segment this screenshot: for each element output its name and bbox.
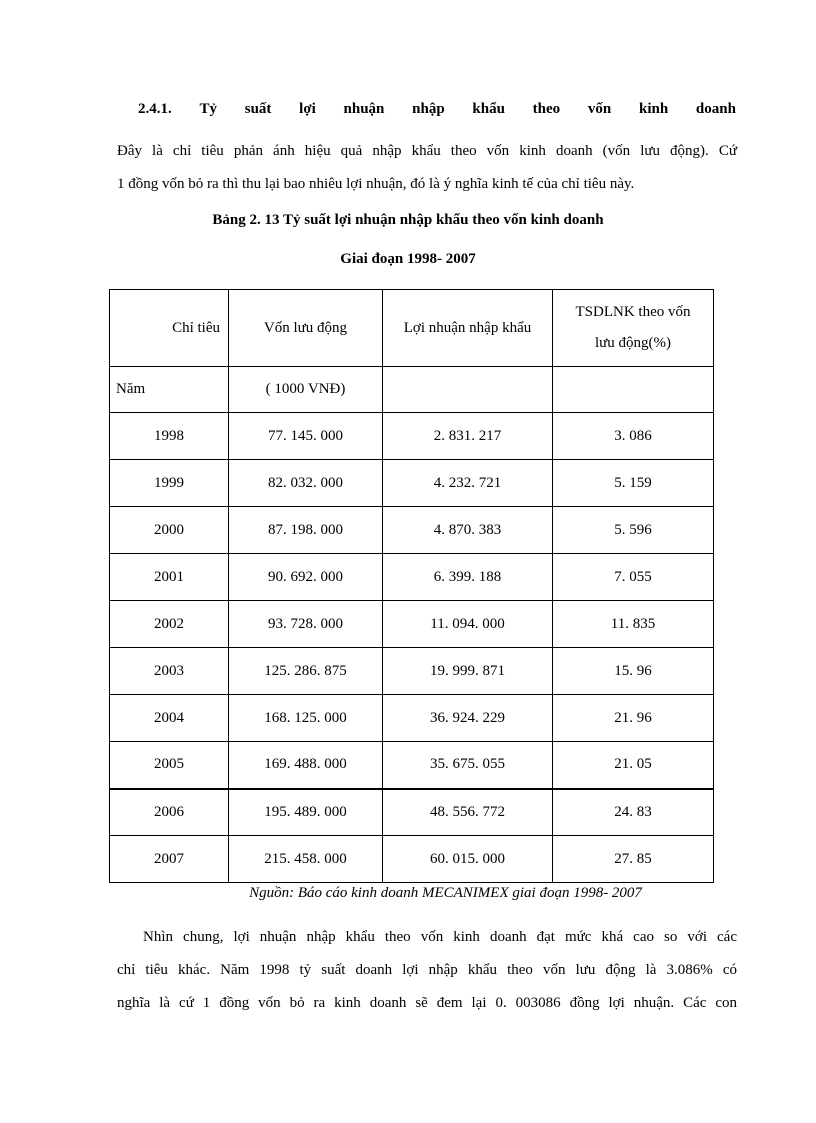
table-subheader-row — [110, 367, 714, 413]
profit-cell: 2. 831. 217 — [383, 413, 553, 460]
header-ratio — [553, 290, 714, 367]
year-cell: 2007 — [110, 836, 229, 883]
profit-cell: 36. 924. 229 — [383, 695, 553, 742]
ratio-cell: 21. 05 — [553, 742, 714, 789]
profit-cell: 19. 999. 871 — [383, 648, 553, 695]
year-cell: 2002 — [110, 601, 229, 648]
heading-word: doanh — [695, 101, 736, 117]
heading-word: theo — [532, 101, 561, 117]
heading-word: Tỷ — [199, 101, 217, 117]
ratio-cell: 24. 83 — [553, 789, 714, 836]
capital-cell: 82. 032. 000 — [229, 460, 383, 507]
capital-cell: 87. 198. 000 — [229, 507, 383, 554]
profit-cell: 4. 870. 383 — [383, 507, 553, 554]
paragraph-line: Nhìn chung, lợi nhuận nhập khẩu theo vốn kinh doanh đạt mức khá cao so với các — [143, 929, 737, 945]
year-cell: 2005 — [110, 742, 229, 789]
ratio-cell: 3. 086 — [553, 413, 714, 460]
heading-word: nhập — [412, 101, 445, 117]
table-row — [110, 648, 714, 695]
table-row — [110, 789, 714, 836]
paragraph-line: chỉ tiêu khác. Năm 1998 tỷ suất doanh lợi nhập khẩu theo vốn lưu động là 3.086% có — [117, 962, 737, 978]
subheader-year: Năm — [110, 367, 229, 413]
capital-cell: 93. 728. 000 — [229, 601, 383, 648]
ratio-cell: 5. 159 — [553, 460, 714, 507]
table-row — [110, 507, 714, 554]
profit-cell: 60. 015. 000 — [383, 836, 553, 883]
ratio-cell: 27. 85 — [553, 836, 714, 883]
year-cell: 2003 — [110, 648, 229, 695]
capital-cell: 215. 458. 000 — [229, 836, 383, 883]
heading-word: kinh — [638, 101, 669, 117]
capital-cell: 168. 125. 000 — [229, 695, 383, 742]
year-cell: 2001 — [110, 554, 229, 601]
empty-cell — [383, 367, 553, 413]
intro-paragraph — [117, 135, 737, 201]
paragraph-line: Đây là chỉ tiêu phản ánh hiệu quả nhập khẩu theo vốn kinh doanh (vốn lưu động). Cứ — [117, 143, 737, 159]
capital-cell: 77. 145. 000 — [229, 413, 383, 460]
header-indicator: Chỉ tiêu — [110, 290, 229, 367]
profit-cell: 4. 232. 721 — [383, 460, 553, 507]
table-source: Nguồn: Báo cáo kinh doanh MECANIMEX giai đoạn 1998- 2007 — [249, 885, 642, 901]
data-table — [109, 289, 714, 883]
profit-cell: 35. 675. 055 — [383, 742, 553, 789]
header-capital: Vốn lưu động — [229, 290, 383, 367]
table-title: Bảng 2. 13 Tỷ suất lợi nhuận nhập khẩu theo vốn kinh doanh — [212, 212, 604, 228]
year-cell: 2000 — [110, 507, 229, 554]
heading-word: lợi — [299, 101, 316, 117]
section-heading — [138, 101, 736, 118]
table-row — [110, 413, 714, 460]
ratio-cell: 5. 596 — [553, 507, 714, 554]
ratio-cell: 11. 835 — [553, 601, 714, 648]
table-row — [110, 601, 714, 648]
capital-cell: 90. 692. 000 — [229, 554, 383, 601]
conclusion-paragraph — [117, 921, 737, 1020]
empty-cell — [553, 367, 714, 413]
capital-cell: 125. 286. 875 — [229, 648, 383, 695]
table-row — [110, 554, 714, 601]
paragraph-line: 1 đồng vốn bỏ ra thì thu lại bao nhiêu lợi nhuận, đó là ý nghĩa kinh tế của chỉ tiêu này. — [117, 176, 635, 192]
table-row — [110, 695, 714, 742]
ratio-cell: 15. 96 — [553, 648, 714, 695]
table-header-row — [110, 290, 714, 367]
year-cell: 2004 — [110, 695, 229, 742]
capital-cell: 195. 489. 000 — [229, 789, 383, 836]
table-row — [110, 742, 714, 789]
heading-word: 2.4.1. — [138, 101, 172, 117]
table-period: Giai đoạn 1998- 2007 — [340, 251, 476, 267]
ratio-cell: 7. 055 — [553, 554, 714, 601]
header-ratio-line1: TSDLNK theo vốn — [575, 304, 691, 320]
paragraph-line: nghĩa là cứ 1 đồng vốn bỏ ra kinh doanh sẽ đem lại 0. 003086 đồng lợi nhuận. Các con — [117, 995, 737, 1011]
profit-cell: 6. 399. 188 — [383, 554, 553, 601]
heading-word: vốn — [587, 101, 612, 117]
heading-word: khẩu — [472, 101, 505, 117]
table-row — [110, 836, 714, 883]
profit-cell: 48. 556. 772 — [383, 789, 553, 836]
subheader-unit: ( 1000 VNĐ) — [229, 367, 383, 413]
header-profit: Lợi nhuận nhập khẩu — [383, 290, 553, 367]
year-cell: 1998 — [110, 413, 229, 460]
year-cell: 2006 — [110, 789, 229, 836]
table-row — [110, 460, 714, 507]
heading-word: nhuận — [343, 101, 385, 117]
year-cell: 1999 — [110, 460, 229, 507]
capital-cell: 169. 488. 000 — [229, 742, 383, 789]
profit-cell: 11. 094. 000 — [383, 601, 553, 648]
ratio-cell: 21. 96 — [553, 695, 714, 742]
heading-word: suất — [244, 101, 272, 117]
header-ratio-line2: lưu động(%) — [594, 335, 672, 351]
